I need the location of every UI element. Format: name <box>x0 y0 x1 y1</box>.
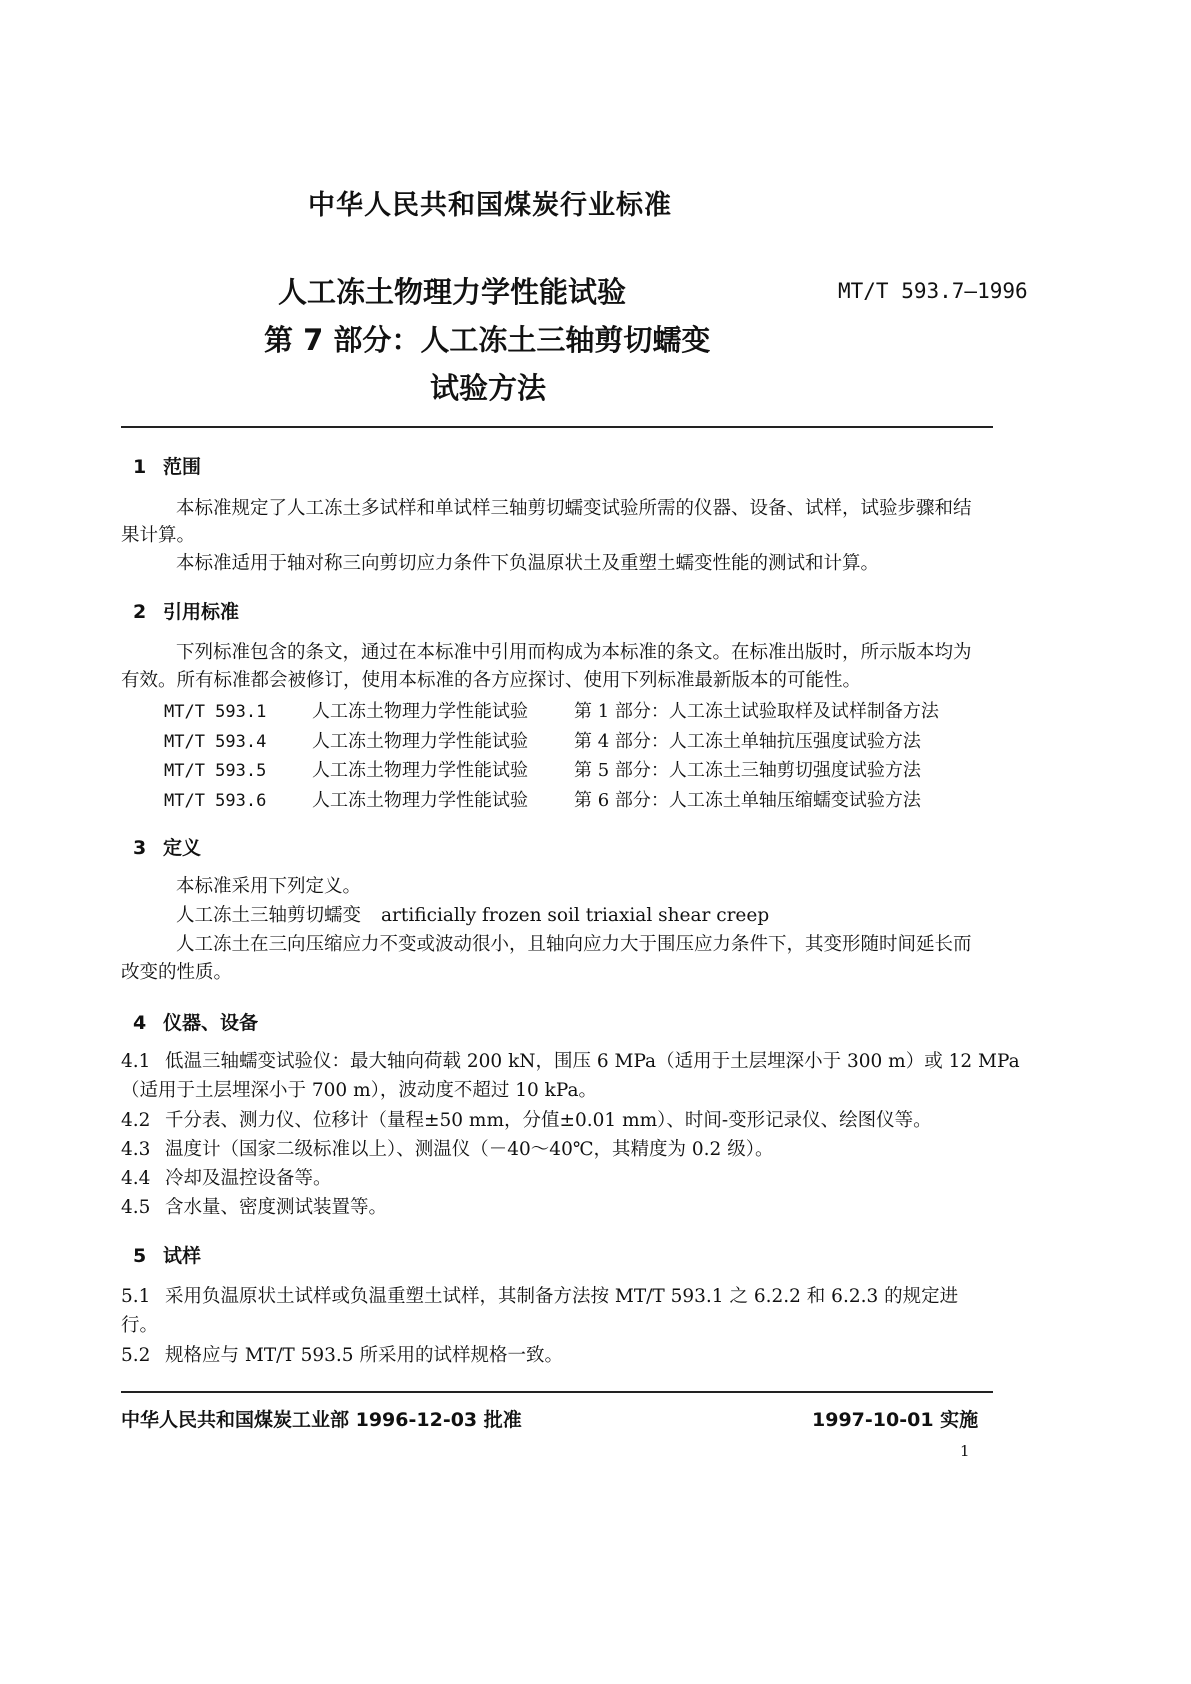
header-divider <box>121 426 993 428</box>
clause-number: 4.4 <box>121 1168 151 1189</box>
section-1-paragraph-1-cont: 果计算。 <box>121 525 196 546</box>
section-number: 2 <box>133 601 147 623</box>
term-chinese: 人工冻土三轴剪切蠕变 <box>176 905 362 926</box>
section-title: 定义 <box>163 837 202 859</box>
clause-number: 4.5 <box>121 1197 151 1218</box>
clause-item <box>121 1047 1020 1073</box>
section-1-paragraph-2: 本标准适用于轴对称三向剪切应力条件下负温原状土及重塑土蠕变性能的测试和计算。 <box>176 553 880 574</box>
section-number: 1 <box>133 456 147 478</box>
clause-number: 4.3 <box>121 1139 151 1160</box>
clause-text: 低温三轴蠕变试验仪：最大轴向荷载 200 kN，围压 6 MPa（适用于土层埋深小于 300 m）或 12 MPa <box>165 1051 1020 1072</box>
reference-title: 人工冻土物理力学性能试验 <box>312 731 528 752</box>
reference-title: 人工冻土物理力学性能试验 <box>312 790 528 811</box>
effective-date: 1997-10-01 实施 <box>812 1409 979 1431</box>
clause-item <box>121 1193 387 1219</box>
section-4-heading <box>133 1008 258 1035</box>
clause-number: 5.1 <box>121 1286 151 1307</box>
reference-title: 人工冻土物理力学性能试验 <box>312 760 528 781</box>
clause-item <box>121 1164 332 1190</box>
reference-code: MT/T 593.4 <box>164 732 267 752</box>
clause-number: 5.2 <box>121 1345 151 1366</box>
clause-item <box>121 1135 773 1161</box>
clause-item <box>121 1341 563 1367</box>
document-title-line-2: 第 7 部分：人工冻土三轴剪切蠕变 <box>264 323 711 357</box>
section-5-heading <box>133 1241 201 1268</box>
clause-text: 规格应与 MT/T 593.5 所采用的试样规格一致。 <box>165 1345 563 1366</box>
section-2-heading <box>133 597 239 624</box>
section-2-paragraph-1-cont: 有效。所有标准都会被修订，使用本标准的各方应探讨、使用下列标准最新版本的可能性。 <box>121 670 862 691</box>
clause-item <box>121 1282 958 1308</box>
reference-code: MT/T 593.1 <box>164 702 267 722</box>
section-number: 5 <box>133 1245 147 1267</box>
section-2-paragraph-1: 下列标准包含的条文，通过在本标准中引用而构成为本标准的条文。在标准出版时，所示版本均为 <box>176 642 972 663</box>
reference-item <box>164 756 921 782</box>
section-1-paragraph-1: 本标准规定了人工冻土多试样和单试样三轴剪切蠕变试验所需的仪器、设备、试样，试验步骤和结 <box>176 498 972 519</box>
document-title-line-1: 人工冻土物理力学性能试验 <box>278 275 627 309</box>
document-title-line-3: 试验方法 <box>430 371 547 405</box>
definition-text: 人工冻土在三向压缩应力不变或波动很小，且轴向应力大于围压应力条件下，其变形随时间延长而 <box>176 934 972 955</box>
clause-number: 4.1 <box>121 1051 151 1072</box>
reference-part: 第 1 部分：人工冻土试验取样及试样制备方法 <box>574 701 939 722</box>
clause-number: 4.2 <box>121 1110 151 1131</box>
section-title: 试样 <box>163 1245 202 1267</box>
footer-divider <box>121 1391 993 1393</box>
section-3-heading <box>133 833 201 860</box>
definition-term <box>176 901 769 931</box>
clause-text-cont: 行。 <box>121 1315 159 1336</box>
clause-text: 温度计（国家二级标准以上）、测温仪（－40～40℃，其精度为 0.2 级）。 <box>165 1139 774 1160</box>
section-title: 范围 <box>163 456 202 478</box>
reference-title: 人工冻土物理力学性能试验 <box>312 701 528 722</box>
section-1-heading <box>133 452 201 479</box>
reference-part: 第 4 部分：人工冻土单轴抗压强度试验方法 <box>574 731 921 752</box>
issuing-organization: 中华人民共和国煤炭行业标准 <box>308 190 672 221</box>
definition-text-cont: 改变的性质。 <box>121 962 233 983</box>
section-number: 3 <box>133 837 147 859</box>
approval-note: 中华人民共和国煤炭工业部 1996-12-03 批准 <box>121 1409 522 1431</box>
reference-item <box>164 786 921 812</box>
clause-text: 含水量、密度测试装置等。 <box>165 1197 388 1218</box>
section-title: 引用标准 <box>163 601 240 623</box>
clause-text-cont: （适用于土层埋深小于 700 m），波动度不超过 10 kPa。 <box>121 1080 598 1101</box>
section-title: 仪器、设备 <box>163 1012 259 1034</box>
clause-text: 千分表、测力仪、位移计（量程±50 mm，分值±0.01 mm）、时间-变形记录仪、绘图仪等。 <box>165 1110 932 1131</box>
reference-part: 第 6 部分：人工冻土单轴压缩蠕变试验方法 <box>574 790 921 811</box>
term-english: artificially frozen soil triaxial shear creep <box>381 905 770 926</box>
reference-code: MT/T 593.5 <box>164 761 267 781</box>
standard-code: MT/T 593.7—1996 <box>838 279 1028 303</box>
clause-text: 采用负温原状土试样或负温重塑土试样，其制备方法按 MT/T 593.1 之 6.2.2 和 6.2.3 的规定进 <box>165 1286 959 1307</box>
section-number: 4 <box>133 1012 147 1034</box>
reference-item <box>164 697 939 723</box>
page-number: 1 <box>960 1442 970 1460</box>
reference-code: MT/T 593.6 <box>164 791 267 811</box>
clause-text: 冷却及温控设备等。 <box>165 1168 332 1189</box>
reference-part: 第 5 部分：人工冻土三轴剪切强度试验方法 <box>574 760 921 781</box>
clause-item <box>121 1106 932 1132</box>
section-3-paragraph-1: 本标准采用下列定义。 <box>176 876 362 897</box>
reference-item <box>164 727 921 753</box>
